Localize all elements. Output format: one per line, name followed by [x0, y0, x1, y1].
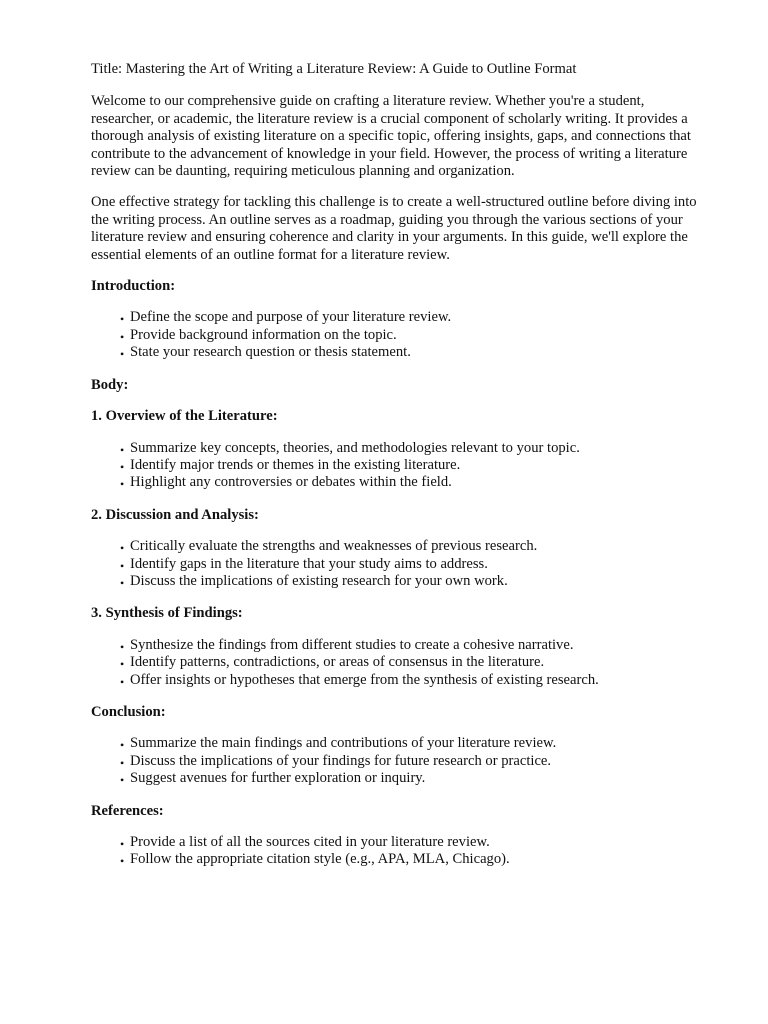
list-item-text: Provide a list of all the sources cited in your literature review.: [130, 834, 490, 850]
list-item: [120, 538, 708, 555]
intro-paragraph: One effective strategy for tackling this challenge is to create a well-structured outline before diving into the writing process. An outline serves as a roadmap, guiding you through the various sections of your literature review and ensuring coherence and clarity in your arguments. In this guide, we'll explore the essential elements of an outline format for a literature review.: [91, 194, 697, 263]
list-item-text: Follow the appropriate citation style (e.g., APA, MLA, Chicago).: [130, 851, 510, 868]
list-item-text: Summarize key concepts, theories, and methodologies relevant to your topic.: [130, 439, 580, 456]
bullet-icon: •: [120, 442, 125, 457]
bullet-icon: •: [120, 477, 125, 492]
list-item: [120, 344, 708, 361]
bullet-list-references: [91, 834, 708, 869]
list-item: [120, 327, 708, 344]
list-item: [120, 672, 708, 689]
list-item: [120, 851, 708, 868]
document-title: Title: Mastering the Art of Writing a Literature Review: A Guide to Outline Format: [91, 61, 577, 77]
list-item: [120, 440, 708, 457]
bullet-icon: •: [120, 575, 125, 590]
outline-sections: [91, 278, 708, 869]
list-item-text: Discuss the implications of existing research for your own work.: [130, 572, 508, 589]
list-item-text: Identify gaps in the literature that your study aims to address.: [130, 555, 488, 572]
bullet-icon: •: [120, 773, 125, 788]
list-item-text: Suggest avenues for further exploration or inquiry.: [130, 770, 426, 787]
bullet-icon: •: [120, 657, 125, 672]
bullet-icon: •: [120, 755, 125, 770]
section-heading-references: References:: [91, 802, 164, 819]
list-item: [120, 735, 708, 752]
section-heading-overview: 1. Overview of the Literature:: [91, 408, 278, 425]
bullet-icon: •: [120, 541, 125, 556]
bullet-icon: •: [120, 329, 125, 344]
bullet-icon: •: [120, 347, 125, 362]
list-item: [120, 474, 708, 491]
list-item: [120, 309, 708, 326]
section-heading-conclusion: Conclusion:: [91, 703, 166, 720]
bullet-icon: •: [120, 738, 125, 753]
section-heading-body: Body:: [91, 376, 129, 393]
list-item: [120, 654, 708, 671]
list-item-text: Identify major trends or themes in the existing literature.: [130, 456, 461, 473]
bullet-icon: •: [120, 558, 125, 573]
list-item-text: Discuss the implications of your findings for future research or practice.: [130, 752, 552, 769]
list-item-text: Provide background information on the topic.: [130, 326, 397, 343]
list-item-text: Summarize the main findings and contributions of your literature review.: [130, 735, 557, 752]
bullet-list-synthesis: [91, 637, 708, 689]
section-heading-discussion: 2. Discussion and Analysis:: [91, 506, 259, 523]
list-item-text: Identify patterns, contradictions, or areas of consensus in the literature.: [130, 654, 545, 671]
bullet-list-discussion: [91, 538, 708, 590]
list-item-text: Offer insights or hypotheses that emerge from the synthesis of existing research.: [130, 671, 599, 688]
section-heading-introduction: Introduction:: [91, 278, 176, 295]
bullet-list-introduction: [91, 309, 708, 361]
list-item-text: Critically evaluate the strengths and weaknesses of previous research.: [130, 538, 538, 555]
list-item-text: Define the scope and purpose of your literature review.: [130, 309, 452, 326]
bullet-icon: •: [120, 312, 125, 327]
section-heading-synthesis: 3. Synthesis of Findings:: [91, 605, 243, 622]
bullet-icon: •: [120, 854, 125, 869]
intro-paragraph: Welcome to our comprehensive guide on crafting a literature review. Whether you're a student, researcher, or academic, the literature review is a crucial component of scholarly writing. It provides a thorough analysis of existing literature on a specific topic, offering insights, gaps, and connections that contribute to the advancement of knowledge in your field. However, the process of writing a literature review can be daunting, requiring meticulous planning and organization.: [91, 93, 691, 180]
list-item-text: Synthesize the findings from different studies to create a cohesive narrative.: [130, 636, 574, 653]
list-item: [120, 573, 708, 590]
bullet-list-conclusion: [91, 735, 708, 787]
list-item: [120, 457, 708, 474]
list-item: [120, 556, 708, 573]
list-item-text: State your research question or thesis statement.: [130, 344, 411, 361]
list-item: [120, 834, 708, 851]
list-item: [120, 753, 708, 770]
list-item: [120, 637, 708, 654]
bullet-icon: •: [120, 837, 125, 851]
bullet-icon: •: [120, 674, 125, 689]
bullet-icon: •: [120, 639, 125, 654]
bullet-list-overview: [91, 440, 708, 492]
list-item-text: Highlight any controversies or debates within the field.: [130, 474, 452, 491]
list-item: [120, 770, 708, 787]
bullet-icon: •: [120, 459, 125, 474]
